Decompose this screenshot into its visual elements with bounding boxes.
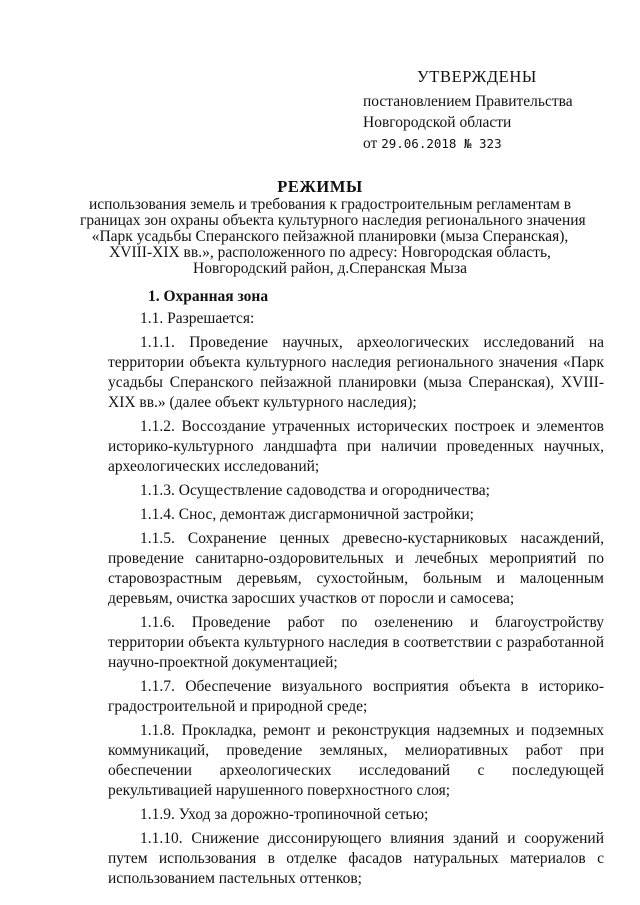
clause-1-1-6: 1.1.6. Проведение работ по озеленению и благоустройству территории объекта культурного наследия в соответствии с разработанной научно-проектной документацией;	[108, 614, 604, 671]
clause-1-1-7: 1.1.7. Обеспечение визуального восприятия объекта в историко-градостроительной и природной среде;	[108, 678, 604, 715]
section-heading: 1. Охранная зона	[148, 288, 269, 305]
subtitle-line: Новгородский район, д.Сперанская Мыза	[193, 260, 467, 277]
clause-1-1-3: 1.1.3. Осуществление садоводства и огородничества;	[140, 482, 490, 499]
clause-1-1-4: 1.1.4. Снос, демонтаж дисгармоничной застройки;	[140, 506, 474, 523]
document-title: РЕЖИМЫ	[277, 177, 363, 196]
subtitle-line: «Парк усадьбы Сперанского пейзажной планировки (мыза Сперанская),	[91, 228, 569, 245]
clause-1-1-9: 1.1.9. Уход за дорожно-тропиночной сетью;	[140, 806, 429, 823]
approval-date-prefix: от	[363, 135, 378, 152]
clause-1-1-10: 1.1.10. Снижение диссонирующего влияния зданий и сооружений путем использования в отделке фасадов натуральных материалов с использованием пастельных оттенков;	[108, 830, 604, 887]
document-body	[108, 287, 604, 893]
clause-1-1: 1.1. Разрешается:	[140, 310, 255, 327]
clause-1-1-2: 1.1.2. Воссоздание утраченных исторических построек и элементов историко-культурного ландшафта при наличии проведенных научных, археологических исследований;	[108, 418, 604, 475]
subtitle-line: границах зон охраны объекта культурного наследия регионального значения	[80, 212, 586, 229]
clause-1-1-1: 1.1.1. Проведение научных, археологических исследований на территории объекта культурного наследия регионального значения «Парк усадьбы Сперанского пейзажной планировки (мыза Сперанская), XVIII-XIX вв.» (далее объект культурного наследия);	[108, 334, 604, 411]
approval-heading: УТВЕРЖДЕНЫ	[417, 67, 537, 86]
clause-1-1-5: 1.1.5. Сохранение ценных древесно-кустарниковых насаждений, проведение санитарно-оздоровительных и лечебных мероприятий по старовозрастным деревьям, сухостойным, больным и малоценным деревьям, очистка заросших участков от поросли и самосева;	[108, 530, 604, 607]
approval-authority: постановлением Правительства	[363, 93, 573, 110]
approval-region: Новгородской области	[363, 114, 512, 131]
approval-date-line	[363, 133, 573, 154]
subtitle-line: XVIII-XIX вв.», расположенного по адресу: Новгородская область,	[109, 244, 551, 261]
approval-block	[363, 66, 573, 154]
document-subtitle	[80, 196, 586, 277]
clause-1-1-8: 1.1.8. Прокладка, ремонт и реконструкция надземных и подземных коммуникаций, проведение земляных, мелиоративных работ при обеспечении археологических исследований с последующей рекультивацией нарушенного поверхностного слоя;	[108, 722, 604, 799]
subtitle-line: использования земель и требования к градостроительным регламентам в	[88, 196, 572, 213]
approval-date-number: 29.06.2018 № 323	[381, 136, 502, 151]
